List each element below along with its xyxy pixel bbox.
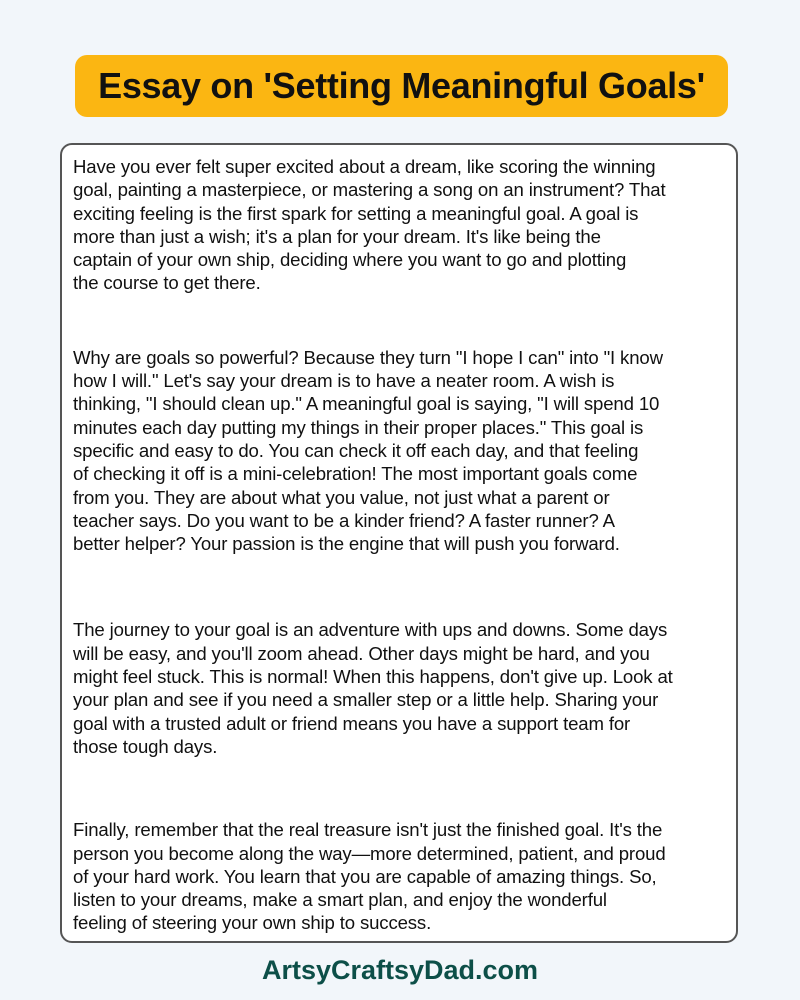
text-line: Have you ever felt super excited about a dream, like scoring the winning [73,156,656,177]
text-line: might feel stuck. This is normal! When this happens, don't give up. Look at [73,666,673,688]
text-line: Finally, remember that the real treasure isn't just the finished goal. It's the [73,819,663,841]
paragraph-2 [73,346,736,556]
essay-body [60,143,738,943]
text-line: your plan and see if you need a smaller step or a little help. Sharing your [73,689,659,711]
text-line: captain of your own ship, deciding where you want to go and plotting [73,249,627,271]
text-line: those tough days. [73,735,218,757]
text-line: goal with a trusted adult or friend means you have a support team for [73,712,631,734]
text-line: goal, painting a masterpiece, or mastering a song on an instrument? That [73,179,666,201]
text-line: how I will." Let's say your dream is to have a neater room. A wish is [73,370,615,392]
text-line: the course to get there. [73,272,261,294]
text-line: feeling of steering your own ship to success. [73,912,432,934]
paragraph-4 [73,818,736,934]
text-line: of your hard work. You learn that you are capable of amazing things. So, [73,865,657,887]
title-banner [75,55,728,117]
text-line: better helper? Your passion is the engine that will push you forward. [73,533,620,555]
paragraph-3 [73,618,736,758]
paragraph-1 [73,155,736,295]
text-line: thinking, "I should clean up." A meaningful goal is saying, "I will spend 10 [73,393,660,415]
text-line: of checking it off is a mini-celebration! The most important goals come [73,463,638,485]
text-line: The journey to your goal is an adventure with ups and downs. Some days [73,619,668,641]
text-line: minutes each day putting my things in their proper places." This goal is [73,416,644,438]
text-line: more than just a wish; it's a plan for your dream. It's like being the [73,225,601,247]
text-line: specific and easy to do. You can check it off each day, and that feeling [73,439,639,461]
text-line: teacher says. Do you want to be a kinder friend? A faster runner? A [73,509,615,531]
text-line: will be easy, and you'll zoom ahead. Other days might be hard, and you [73,642,650,664]
text-line: exciting feeling is the first spark for setting a meaningful goal. A goal is [73,202,639,224]
page-title: Essay on 'Setting Meaningful Goals' [98,65,705,106]
text-line: person you become along the way—more determined, patient, and proud [73,842,666,864]
text-line: listen to your dreams, make a smart plan, and enjoy the wonderful [73,889,607,911]
site-watermark: ArtsyCraftsyDad.com [261,955,539,985]
text-line: from you. They are about what you value, not just what a parent or [73,486,610,508]
text-line: Why are goals so powerful? Because they turn "I hope I can" into "I know [73,346,663,368]
